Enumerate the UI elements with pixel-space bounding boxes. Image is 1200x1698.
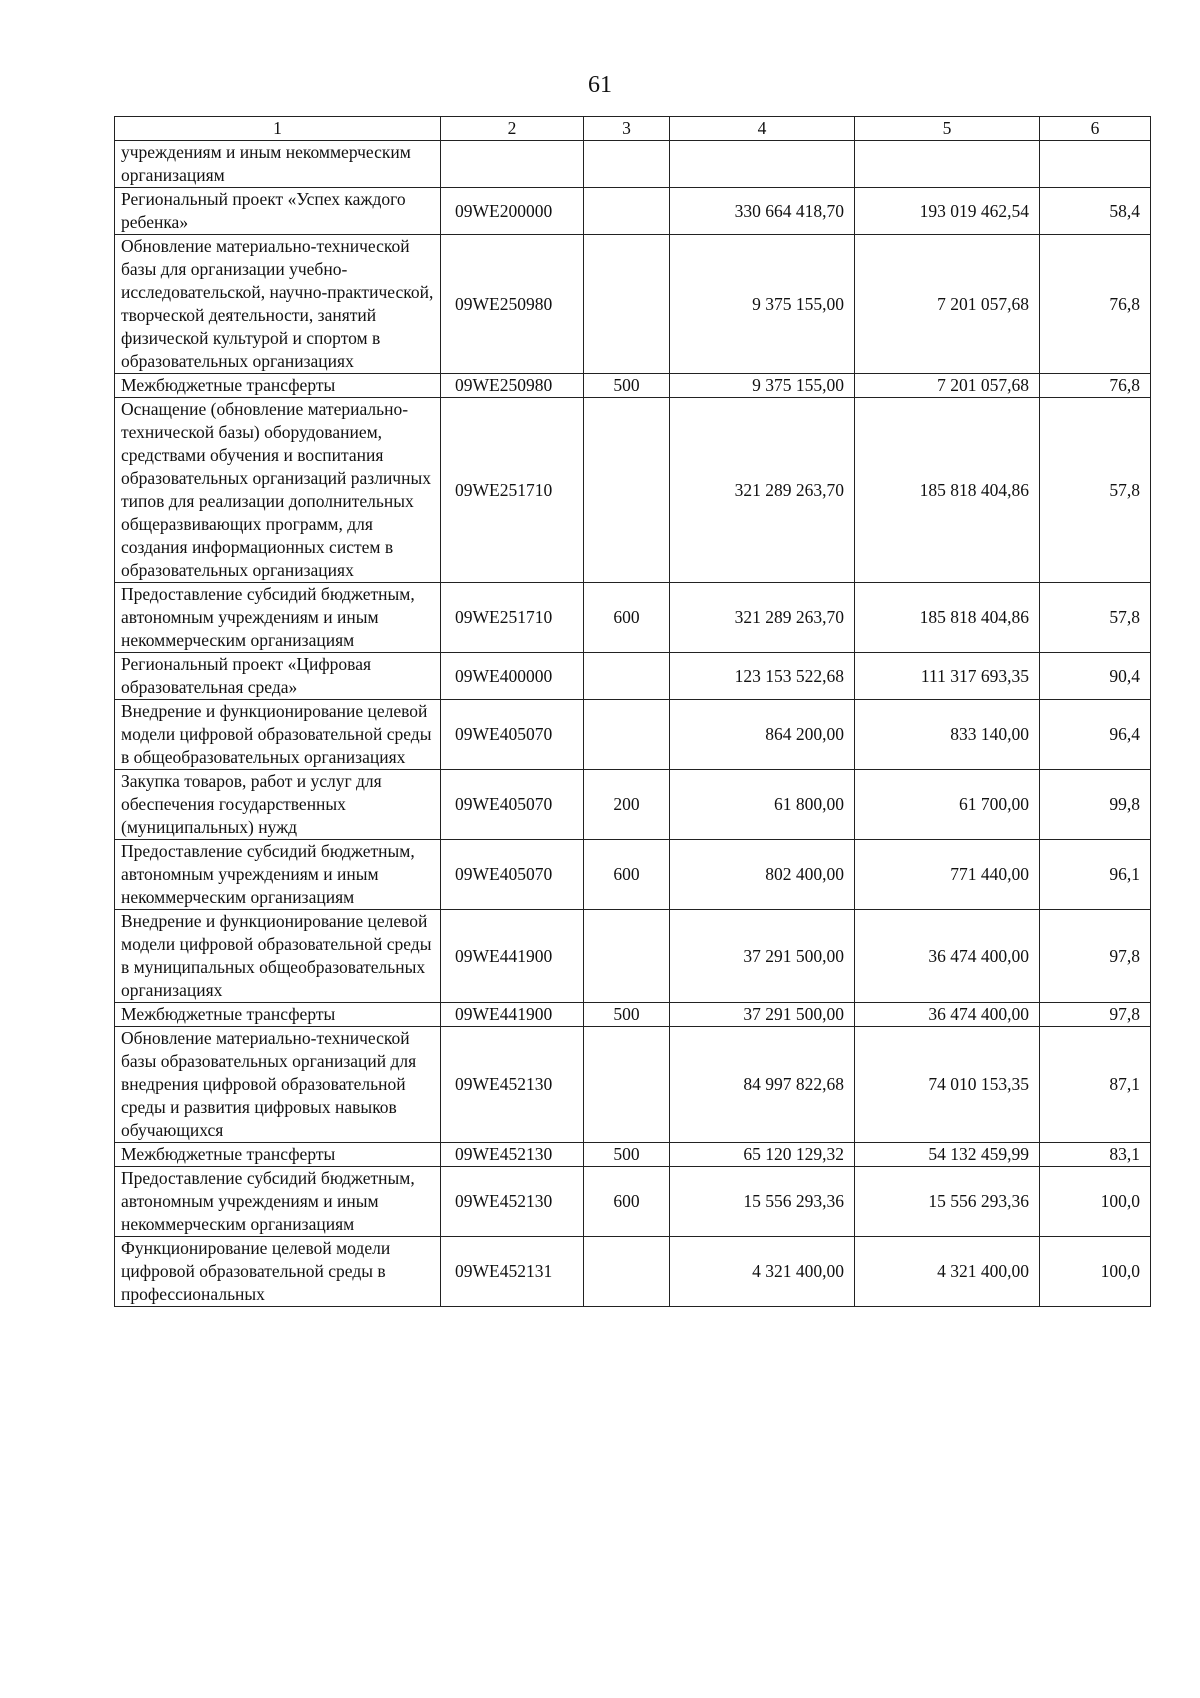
row-percent-cell: 97,8	[1040, 1003, 1151, 1027]
row-exec-cell	[855, 141, 1040, 188]
row-plan-cell: 123 153 522,68	[670, 653, 855, 700]
row-name-cell: Межбюджетные трансферты	[115, 1143, 441, 1167]
row-name-cell: Внедрение и функционирование целевой модели цифровой образовательной среды в общеобразовательных организациях	[115, 700, 441, 770]
row-plan-cell: 15 556 293,36	[670, 1167, 855, 1237]
table-row	[115, 840, 1151, 910]
row-exec-cell: 36 474 400,00	[855, 910, 1040, 1003]
row-code-cell: 09WE200000	[441, 188, 584, 235]
row-exec-cell: 7 201 057,68	[855, 235, 1040, 374]
header-cell: 4	[670, 117, 855, 141]
row-code-cell: 09WE452130	[441, 1143, 584, 1167]
row-percent-cell: 57,8	[1040, 398, 1151, 583]
row-type-cell: 500	[584, 1003, 670, 1027]
row-code-cell: 09WE452130	[441, 1027, 584, 1143]
row-plan-cell: 37 291 500,00	[670, 1003, 855, 1027]
header-cell: 2	[441, 117, 584, 141]
row-code-cell: 09WE405070	[441, 840, 584, 910]
row-percent-cell: 97,8	[1040, 910, 1151, 1003]
row-type-cell: 600	[584, 840, 670, 910]
row-percent-cell: 87,1	[1040, 1027, 1151, 1143]
row-percent-cell: 100,0	[1040, 1167, 1151, 1237]
header-cell: 6	[1040, 117, 1151, 141]
row-plan-cell: 61 800,00	[670, 770, 855, 840]
row-plan-cell: 321 289 263,70	[670, 398, 855, 583]
row-percent-cell: 99,8	[1040, 770, 1151, 840]
row-exec-cell: 74 010 153,35	[855, 1027, 1040, 1143]
row-plan-cell: 864 200,00	[670, 700, 855, 770]
row-name-cell: Предоставление субсидий бюджетным, автономным учреждениям и иным некоммерческим организациям	[115, 1167, 441, 1237]
row-code-cell: 09WE250980	[441, 235, 584, 374]
row-percent-cell: 76,8	[1040, 374, 1151, 398]
table-row	[115, 374, 1151, 398]
table-row	[115, 141, 1151, 188]
header-cell: 3	[584, 117, 670, 141]
row-plan-cell: 802 400,00	[670, 840, 855, 910]
row-plan-cell: 84 997 822,68	[670, 1027, 855, 1143]
row-code-cell: 09WE251710	[441, 583, 584, 653]
row-exec-cell: 185 818 404,86	[855, 398, 1040, 583]
row-type-cell	[584, 910, 670, 1003]
row-code-cell: 09WE405070	[441, 770, 584, 840]
row-percent-cell	[1040, 141, 1151, 188]
row-exec-cell: 771 440,00	[855, 840, 1040, 910]
row-type-cell	[584, 700, 670, 770]
row-percent-cell: 57,8	[1040, 583, 1151, 653]
table-row	[115, 700, 1151, 770]
row-type-cell	[584, 398, 670, 583]
budget-table	[114, 116, 1151, 1307]
table-row	[115, 1027, 1151, 1143]
row-percent-cell: 90,4	[1040, 653, 1151, 700]
row-plan-cell: 330 664 418,70	[670, 188, 855, 235]
table-row	[115, 235, 1151, 374]
row-percent-cell: 83,1	[1040, 1143, 1151, 1167]
row-type-cell	[584, 1237, 670, 1307]
header-cell: 1	[115, 117, 441, 141]
row-type-cell: 500	[584, 374, 670, 398]
row-plan-cell: 9 375 155,00	[670, 235, 855, 374]
row-name-cell: Предоставление субсидий бюджетным, автономным учреждениям и иным некоммерческим организациям	[115, 583, 441, 653]
row-plan-cell: 9 375 155,00	[670, 374, 855, 398]
table-row	[115, 653, 1151, 700]
row-type-cell	[584, 1027, 670, 1143]
header-cell: 5	[855, 117, 1040, 141]
row-exec-cell: 36 474 400,00	[855, 1003, 1040, 1027]
row-code-cell	[441, 141, 584, 188]
row-plan-cell: 4 321 400,00	[670, 1237, 855, 1307]
row-code-cell: 09WE441900	[441, 1003, 584, 1027]
row-exec-cell: 833 140,00	[855, 700, 1040, 770]
row-name-cell: Предоставление субсидий бюджетным, автономным учреждениям и иным некоммерческим организациям	[115, 840, 441, 910]
row-exec-cell: 193 019 462,54	[855, 188, 1040, 235]
row-name-cell: Оснащение (обновление материально-технической базы) оборудованием, средствами обучения и воспитания образовательных организаций различных типов для реализации дополнительных общеразвивающих программ, для создания информационных систем в образовательных организациях	[115, 398, 441, 583]
row-exec-cell: 185 818 404,86	[855, 583, 1040, 653]
row-type-cell: 500	[584, 1143, 670, 1167]
row-code-cell: 09WE441900	[441, 910, 584, 1003]
row-name-cell: Межбюджетные трансферты	[115, 1003, 441, 1027]
table-header-row	[115, 117, 1151, 141]
row-name-cell: Региональный проект «Цифровая образовательная среда»	[115, 653, 441, 700]
row-percent-cell: 96,4	[1040, 700, 1151, 770]
row-plan-cell: 321 289 263,70	[670, 583, 855, 653]
row-percent-cell: 100,0	[1040, 1237, 1151, 1307]
row-type-cell: 600	[584, 583, 670, 653]
row-exec-cell: 7 201 057,68	[855, 374, 1040, 398]
row-percent-cell: 58,4	[1040, 188, 1151, 235]
row-code-cell: 09WE400000	[441, 653, 584, 700]
table-row	[115, 910, 1151, 1003]
row-exec-cell: 61 700,00	[855, 770, 1040, 840]
row-plan-cell: 65 120 129,32	[670, 1143, 855, 1167]
row-name-cell: Закупка товаров, работ и услуг для обеспечения государственных (муниципальных) нужд	[115, 770, 441, 840]
row-code-cell: 09WE452130	[441, 1167, 584, 1237]
row-exec-cell: 15 556 293,36	[855, 1167, 1040, 1237]
table-row	[115, 583, 1151, 653]
table-row	[115, 1167, 1151, 1237]
row-percent-cell: 96,1	[1040, 840, 1151, 910]
row-name-cell: Региональный проект «Успех каждого ребенка»	[115, 188, 441, 235]
row-code-cell: 09WE250980	[441, 374, 584, 398]
row-plan-cell: 37 291 500,00	[670, 910, 855, 1003]
row-type-cell	[584, 653, 670, 700]
table-row	[115, 1237, 1151, 1307]
row-percent-cell: 76,8	[1040, 235, 1151, 374]
row-type-cell	[584, 235, 670, 374]
table-row	[115, 398, 1151, 583]
table-row	[115, 188, 1151, 235]
row-name-cell: учреждениям и иным некоммерческим организациям	[115, 141, 441, 188]
row-type-cell: 600	[584, 1167, 670, 1237]
row-code-cell: 09WE452131	[441, 1237, 584, 1307]
row-code-cell: 09WE251710	[441, 398, 584, 583]
row-code-cell: 09WE405070	[441, 700, 584, 770]
row-name-cell: Межбюджетные трансферты	[115, 374, 441, 398]
row-name-cell: Внедрение и функционирование целевой модели цифровой образовательной среды в муниципальных общеобразовательных организациях	[115, 910, 441, 1003]
row-type-cell	[584, 188, 670, 235]
table-row	[115, 1003, 1151, 1027]
page-number: 61	[588, 72, 612, 98]
row-exec-cell: 54 132 459,99	[855, 1143, 1040, 1167]
row-name-cell: Функционирование целевой модели цифровой образовательной среды в профессиональных	[115, 1237, 441, 1307]
row-type-cell	[584, 141, 670, 188]
table-row	[115, 770, 1151, 840]
row-exec-cell: 111 317 693,35	[855, 653, 1040, 700]
table-row	[115, 1143, 1151, 1167]
row-type-cell: 200	[584, 770, 670, 840]
row-name-cell: Обновление материально-технической базы образовательных организаций для внедрения цифровой образовательной среды и развития цифровых навыков обучающихся	[115, 1027, 441, 1143]
row-name-cell: Обновление материально-технической базы для организации учебно-исследовательской, научно-практической, творческой деятельности, занятий физической культурой и спортом в образовательных организациях	[115, 235, 441, 374]
row-exec-cell: 4 321 400,00	[855, 1237, 1040, 1307]
row-plan-cell	[670, 141, 855, 188]
